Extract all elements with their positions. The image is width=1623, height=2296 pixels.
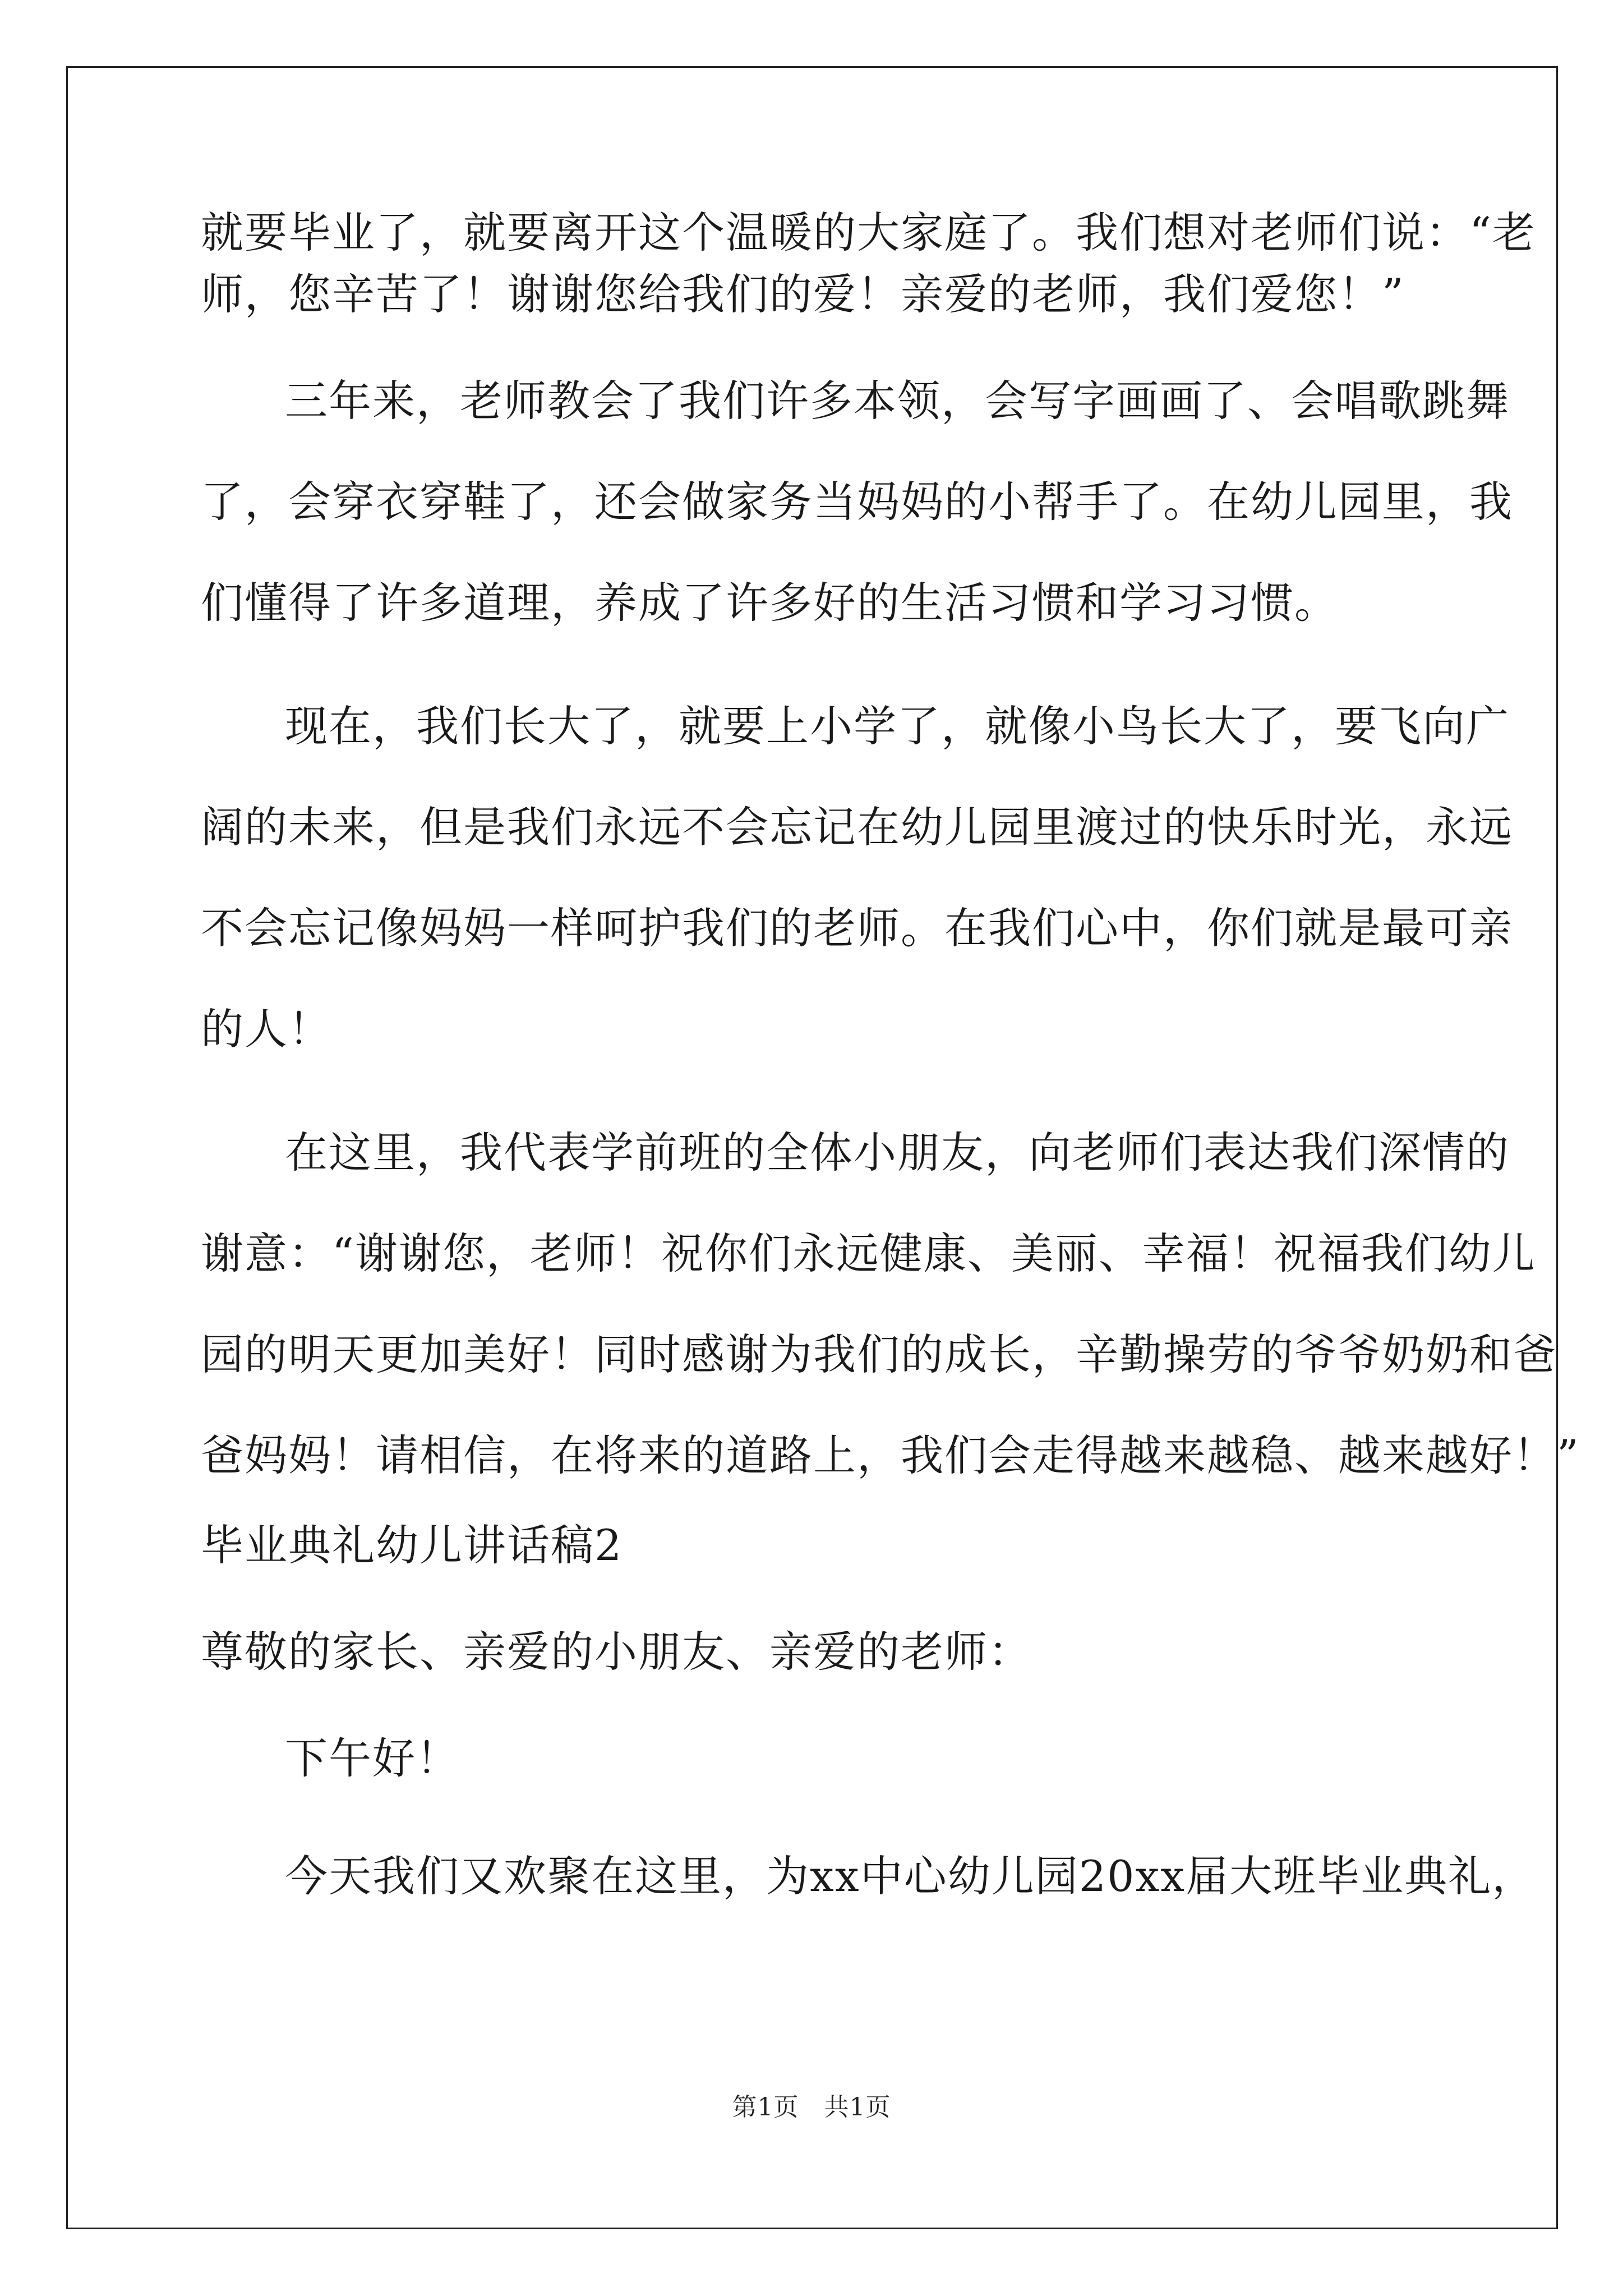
text-line: 不会忘记像妈妈一样呵护我们的老师。在我们心中，你们就是最可亲	[201, 903, 1513, 953]
document-body	[201, 202, 1580, 1907]
text-line: 的人！	[201, 1004, 332, 1054]
text-line: 了，会穿衣穿鞋了，还会做家务当妈妈的小帮手了。在幼儿园里，我	[201, 477, 1513, 527]
text-line: 在这里，我代表学前班的全体小朋友，向老师们表达我们深情的	[285, 1128, 1510, 1177]
text-line: 师，您辛苦了！谢谢您给我们的爱！亲爱的老师，我们爱您！”	[201, 269, 1405, 319]
paragraph-3	[201, 696, 1513, 1060]
text-line: 就要毕业了，就要离开这个温暖的大家庭了。我们想对老师们说：“老	[201, 208, 1536, 257]
paragraph-1	[201, 202, 1536, 325]
greeting: 下午好！	[285, 1733, 460, 1783]
page-footer: 第1页 共1页	[732, 2093, 891, 2122]
paragraph-4	[201, 1122, 1580, 1487]
salutation: 尊敬的家长、亲爱的小朋友、亲爱的老师：	[201, 1627, 1032, 1677]
text-line: 现在，我们长大了，就要上小学了，就像小鸟长大了，要飞向广	[285, 701, 1510, 751]
text-line: 爸妈妈！请相信，在将来的道路上，我们会走得越来越稳、越来越好！”	[201, 1430, 1580, 1480]
text-line: 园的明天更加美好！同时感谢为我们的成长，辛勤操劳的爷爷奶奶和爸	[201, 1329, 1557, 1379]
paragraph-2	[201, 370, 1513, 634]
text-line: 今天我们又欢聚在这里，为xx中心幼儿园20xx届大班毕业典礼，	[285, 1851, 1536, 1901]
text-line: 三年来，老师教会了我们许多本领，会写字画画了、会唱歌跳舞	[285, 376, 1510, 426]
text-line: 们懂得了许多道理，养成了许多好的生活习惯和学习习惯。	[201, 578, 1338, 628]
text-line: 阔的未来，但是我们永远不会忘记在幼儿园里渡过的快乐时光，永远	[201, 802, 1513, 852]
text-line: 谢意：“谢谢您，老师！祝你们永远健康、美丽、幸福！祝福我们幼儿	[201, 1228, 1536, 1278]
section-title: 毕业典礼幼儿讲话稿2	[201, 1520, 623, 1570]
